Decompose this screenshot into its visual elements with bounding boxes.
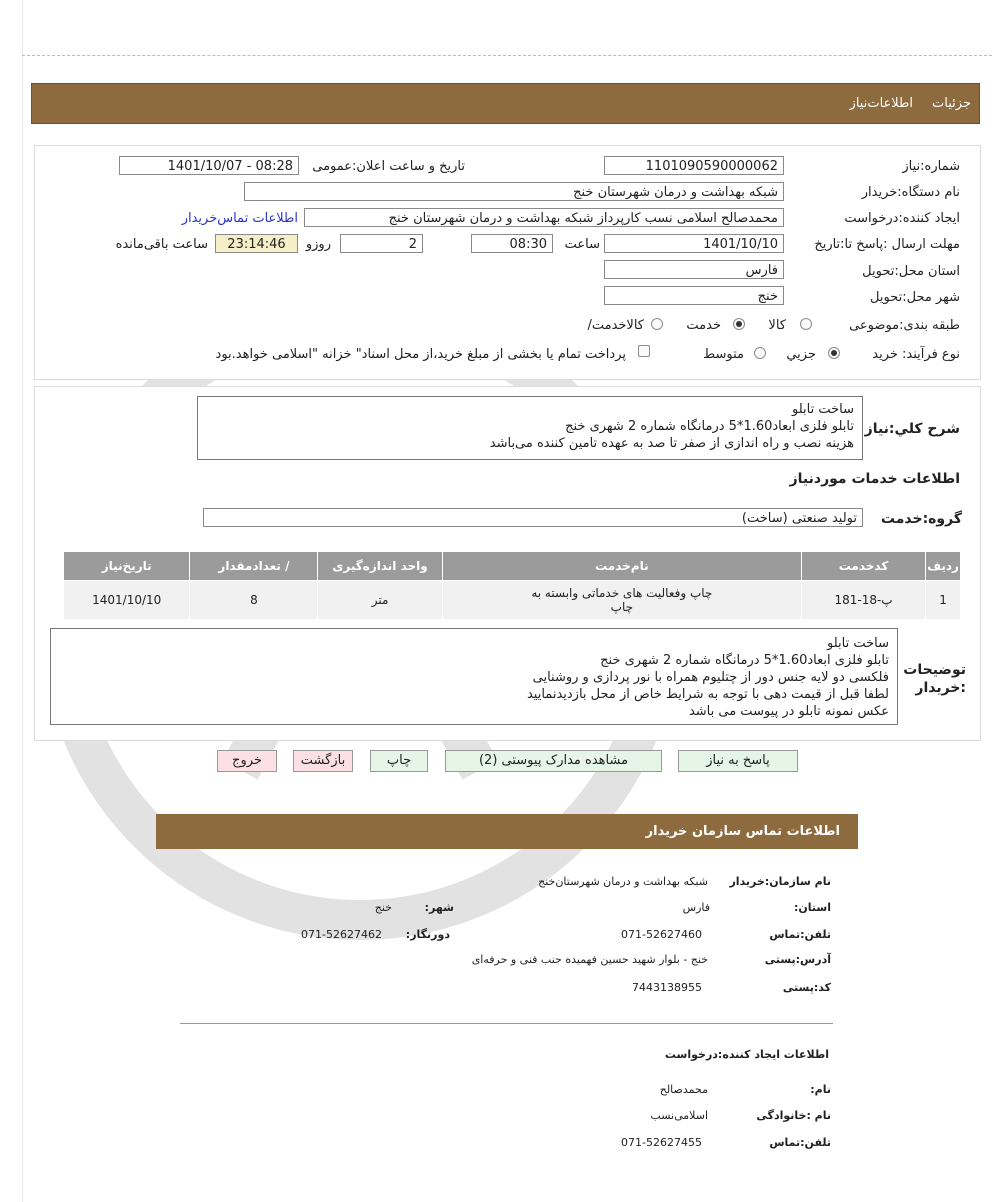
- category-goods-service-label: /کالاخدمت: [587, 318, 644, 333]
- col-unit: واحد اندازه‌گیری: [318, 552, 442, 581]
- summary-label: شرح کلي:نياز: [864, 421, 960, 437]
- creator-family-label: نام :خانوادگی: [756, 1109, 831, 1122]
- contact-header-bar: [156, 814, 858, 849]
- category-goods-label: کالا: [768, 318, 786, 333]
- contact-city-label: :شهر: [424, 901, 454, 914]
- view-attachments-button[interactable]: مشاهده مدارک پیوستی (2): [445, 750, 662, 772]
- buyer-notes-line: تابلو فلزی ابعاد1.60*5 درمانگاه شماره 2 شهری خنج: [600, 653, 889, 668]
- cell-row-number: 1: [926, 581, 961, 620]
- cell-service-code: پ-18-181: [802, 581, 926, 620]
- province-field: فارس: [604, 260, 784, 279]
- contact-phone-value: 071-52627460: [621, 928, 702, 941]
- table-header-row: [64, 552, 961, 581]
- back-button[interactable]: بازگشت: [293, 750, 353, 772]
- buyer-org-label: نام دستگاه:خریدار: [861, 185, 960, 200]
- buyer-notes-line: فلکسی دو لایه جنس دور از چتلیوم همراه با نور پردازی و روشنایی: [532, 670, 889, 685]
- creator-info-title: اطلاعات ایجاد کننده:درخواست: [664, 1048, 829, 1061]
- contact-divider: [180, 1023, 833, 1024]
- col-service-code: کدخدمت: [802, 552, 926, 581]
- cell-service-name: چاپ وفعالیت های خدماتی وابسته به چاپ: [442, 581, 801, 620]
- creator-phone-value: 071-52627455: [621, 1136, 702, 1149]
- top-divider: [22, 55, 992, 56]
- process-minor-label: جزیي: [786, 347, 816, 362]
- announce-date-label: تاریخ و ساعت اعلان:عمومی: [312, 159, 465, 174]
- process-minor-radio[interactable]: [828, 347, 840, 359]
- org-name-value: شبکه بهداشت و درمان شهرستان‌خنج: [538, 875, 708, 888]
- org-name-label: نام سازمان:خریدار: [729, 875, 831, 888]
- buyer-org-field: شبکه بهداشت و درمان شهرستان خنج: [244, 182, 784, 201]
- city-field: خنج: [604, 286, 784, 305]
- remaining-time-label: ساعت باقی‌مانده: [115, 237, 208, 252]
- process-medium-label: متوسط: [703, 347, 744, 362]
- buyer-notes-box: [50, 628, 898, 725]
- buyer-notes-label: توضیحات :خریدار: [903, 662, 966, 696]
- contact-address-value: خنج - بلوار شهید حسین فهمیده جنب فنی و حرفه‌ای: [471, 953, 708, 966]
- contact-fax-label: :دورنگار: [405, 928, 450, 941]
- buyer-notes-line: لطفا قبل از قیمت دهی با توجه به شرایط خاص از محل بازدیدنمایید: [526, 687, 889, 702]
- exit-button[interactable]: خروج: [217, 750, 277, 772]
- creator-family-value: اسلامی‌نسب: [650, 1109, 708, 1122]
- category-service-radio[interactable]: [733, 318, 745, 330]
- treasury-payment-note: پرداخت تمام یا بخشی از مبلغ خرید،از محل اسناد" خزانه "اسلامی خواهد.بود: [215, 347, 626, 362]
- category-goods-service-radio[interactable]: [651, 318, 663, 330]
- need-number-label: شماره:نیاز: [902, 159, 960, 174]
- deadline-time-label: ساعت: [564, 237, 600, 252]
- days-field: 2: [340, 234, 423, 253]
- group-label: گروه:خدمت: [880, 511, 962, 527]
- cell-need-date: 1401/10/10: [64, 581, 190, 620]
- page-left-border: [22, 0, 23, 1202]
- need-number-field: 1101090590000062: [604, 156, 784, 175]
- creator-name-value: محمدصالح: [659, 1083, 708, 1096]
- contact-province-value: فارس: [682, 901, 710, 914]
- category-service-label: خدمت: [686, 318, 721, 333]
- buyer-contact-link[interactable]: اطلاعات تماس‌خریدار: [181, 211, 298, 226]
- col-service-name: نام‌خدمت: [442, 552, 801, 581]
- reply-button[interactable]: پاسخ به نیاز: [678, 750, 798, 772]
- col-need-date: تاریخ‌نیاز: [64, 552, 190, 581]
- summary-line: ساخت تابلو: [791, 402, 854, 417]
- category-goods-radio[interactable]: [800, 318, 812, 330]
- group-field: تولید صنعتی (ساخت): [203, 508, 863, 527]
- contact-fax-value: 071-52627462: [301, 928, 382, 941]
- category-label: طبقه بندی:موضوعی: [849, 318, 960, 333]
- contact-postal-label: کد:پستی: [782, 981, 831, 994]
- print-button[interactable]: چاپ: [370, 750, 428, 772]
- creator-label: ایجاد کننده:درخواست: [844, 211, 960, 226]
- province-label: استان محل:تحویل: [862, 264, 960, 279]
- announce-date-field: 1401/10/07 - 08:28: [119, 156, 299, 175]
- table-row: [64, 581, 961, 620]
- deadline-time-field: 08:30: [471, 234, 553, 253]
- creator-phone-label: تلفن:تماس: [769, 1136, 831, 1149]
- buyer-notes-line: عکس نمونه تابلو در پیوست می باشد: [688, 704, 889, 719]
- contact-province-label: :استان: [793, 901, 831, 914]
- buyer-notes-line: ساخت تابلو: [826, 636, 889, 651]
- contact-phone-label: تلفن:تماس: [769, 928, 831, 941]
- cell-unit: متر: [318, 581, 442, 620]
- header-bar: [31, 83, 980, 124]
- city-label: شهر محل:تحویل: [870, 290, 960, 305]
- services-title: اطلاعات خدمات موردنياز: [789, 471, 960, 487]
- contact-address-label: آدرس:پستی: [764, 953, 831, 966]
- cell-quantity: 8: [190, 581, 318, 620]
- summary-line: هزینه نصب و راه اندازی از صفر تا صد به عهده تامین کننده می‌باشد: [489, 436, 854, 451]
- creator-field: محمدصالح اسلامی نسب کارپرداز شبکه بهداشت و درمان شهرستان خنج: [304, 208, 784, 227]
- contact-title: اطلاعات تماس سازمان خریدار: [645, 824, 840, 839]
- deadline-date-field: 1401/10/10: [604, 234, 784, 253]
- services-table: [63, 551, 961, 620]
- process-medium-radio[interactable]: [754, 347, 766, 359]
- summary-line: تابلو فلزی ابعاد1.60*5 درمانگاه شماره 2 شهری خنج: [565, 419, 854, 434]
- col-quantity: / تعدادمقدار: [190, 552, 318, 581]
- need-details-section: [34, 145, 981, 380]
- treasury-payment-checkbox[interactable]: [638, 345, 650, 357]
- process-label: نوع فرآیند: خرید: [872, 347, 960, 362]
- contact-city-value: خنج: [374, 901, 392, 914]
- tab-need-info[interactable]: اطلاعات‌نیاز: [849, 96, 913, 111]
- tab-details[interactable]: جزئیات: [932, 96, 971, 111]
- remaining-time-field: 23:14:46: [215, 234, 298, 253]
- days-label: روزو: [305, 237, 331, 252]
- contact-postal-value: 7443138955: [632, 981, 702, 994]
- summary-box: [197, 396, 863, 460]
- col-row-number: ردیف: [926, 552, 961, 581]
- deadline-label: مهلت ارسال :پاسخ تا:تاریخ: [814, 237, 960, 252]
- creator-name-label: :نام: [810, 1083, 831, 1096]
